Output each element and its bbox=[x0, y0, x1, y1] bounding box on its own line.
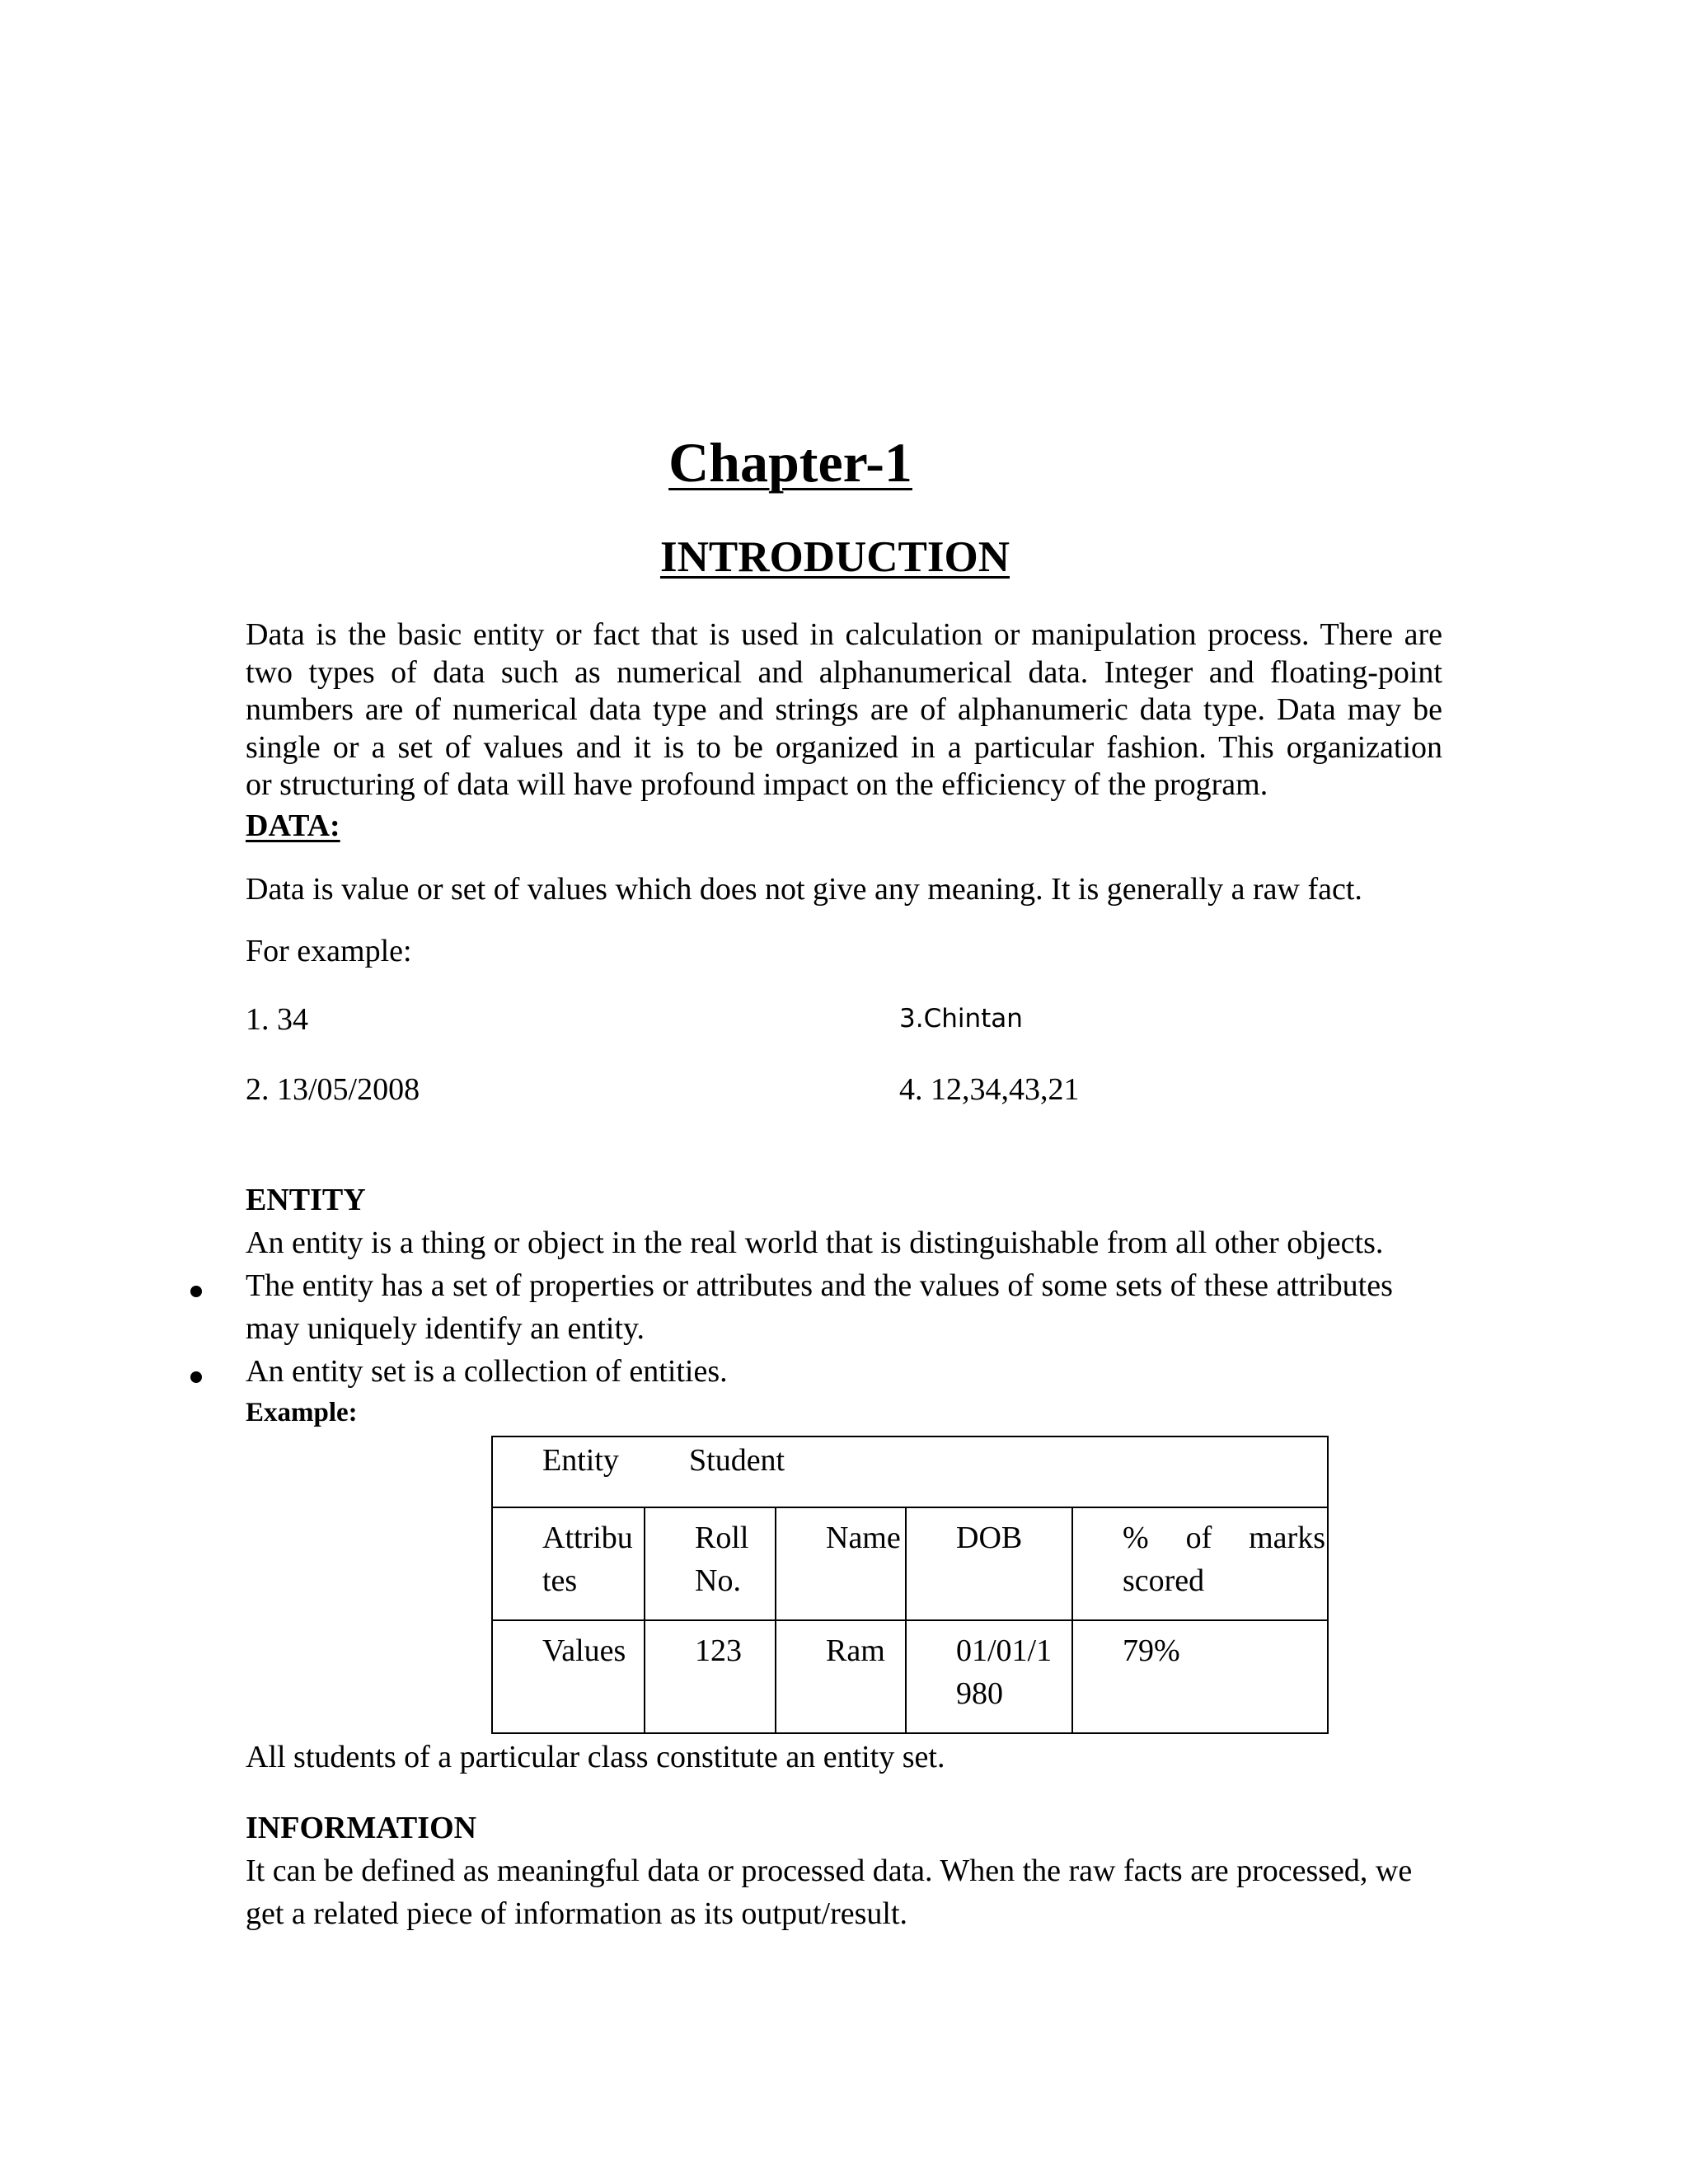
data-heading: DATA: bbox=[246, 808, 340, 843]
val-roll: 123 bbox=[695, 1633, 742, 1668]
table-cell bbox=[776, 1620, 906, 1733]
table-cell bbox=[1072, 1620, 1328, 1733]
for-example-label: For example: bbox=[246, 934, 412, 968]
entity-definition: An entity is a thing or object in the real world that is distinguishable from all other objects. bbox=[246, 1226, 1384, 1260]
attributes-label-line-1: Attribu bbox=[542, 1521, 633, 1555]
table-cell bbox=[492, 1507, 645, 1620]
attr-marks-line-1 bbox=[1123, 1516, 1325, 1559]
entity-value: Student bbox=[689, 1443, 785, 1478]
attr-name: Name bbox=[826, 1521, 901, 1555]
example-item-3: 3.Chintan bbox=[899, 1004, 1023, 1033]
information-line-2: get a related piece of information as its output/result. bbox=[246, 1896, 908, 1931]
intro-line: or structuring of data will have profound impact on the efficiency of the program. bbox=[246, 767, 1268, 802]
entity-set-note: All students of a particular class constitute an entity set. bbox=[246, 1740, 945, 1774]
information-line-1: It can be defined as meaningful data or processed data. When the raw facts are processed, we bbox=[246, 1854, 1413, 1888]
attributes-label-line-2: tes bbox=[542, 1563, 578, 1598]
example-item-2: 2. 13/05/2008 bbox=[246, 1072, 420, 1107]
attr-marks-word: % bbox=[1123, 1521, 1149, 1555]
attr-roll-line-2: No. bbox=[695, 1563, 741, 1598]
chapter-title: Chapter-1 bbox=[668, 431, 912, 494]
intro-line: single or a set of values and it is to be organized in a particular fashion. This organization bbox=[246, 729, 1442, 765]
example-item-1: 1. 34 bbox=[246, 1002, 308, 1037]
information-heading: INFORMATION bbox=[246, 1811, 477, 1845]
table-cell bbox=[492, 1620, 645, 1733]
data-definition: Data is value or set of values which does not give any meaning. It is generally a raw fact. bbox=[246, 872, 1362, 907]
table-row bbox=[492, 1620, 1328, 1733]
val-marks: 79% bbox=[1123, 1633, 1180, 1668]
section-title: INTRODUCTION bbox=[659, 533, 1010, 581]
example-item-4: 4. 12,34,43,21 bbox=[899, 1072, 1080, 1107]
table-cell bbox=[906, 1620, 1072, 1733]
table-cell bbox=[645, 1620, 776, 1733]
bullet-icon bbox=[190, 1371, 202, 1383]
example-label: Example: bbox=[246, 1398, 358, 1427]
val-name: Ram bbox=[826, 1633, 885, 1668]
attr-marks-line-2: scored bbox=[1123, 1563, 1205, 1598]
intro-paragraph bbox=[246, 616, 1442, 804]
attr-roll-line-1: Roll bbox=[695, 1521, 749, 1555]
entity-heading: ENTITY bbox=[246, 1183, 366, 1217]
values-label: Values bbox=[542, 1633, 626, 1668]
intro-line: Data is the basic entity or fact that is used in calculation or manipulation process. There are bbox=[246, 617, 1442, 652]
attr-marks-word: marks bbox=[1249, 1521, 1325, 1555]
entity-label: Entity bbox=[542, 1443, 619, 1478]
table-cell bbox=[645, 1507, 776, 1620]
attr-dob: DOB bbox=[956, 1521, 1023, 1555]
attr-marks-word: of bbox=[1185, 1521, 1212, 1555]
val-dob-line-2: 980 bbox=[956, 1676, 1003, 1711]
table-cell bbox=[1072, 1507, 1328, 1620]
bullet-icon bbox=[190, 1286, 202, 1297]
table-row bbox=[492, 1436, 1328, 1507]
table-row bbox=[492, 1507, 1328, 1620]
entity-table bbox=[491, 1436, 1329, 1734]
table-cell bbox=[906, 1507, 1072, 1620]
entity-bullet-1-line-1: The entity has a set of properties or attributes and the values of some sets of these attributes bbox=[246, 1268, 1393, 1303]
table-cell bbox=[776, 1507, 906, 1620]
intro-line: two types of data such as numerical and alphanumerical data. Integer and floating-point bbox=[246, 654, 1442, 690]
entity-bullet-1-line-2: may uniquely identify an entity. bbox=[246, 1311, 645, 1346]
table-cell bbox=[492, 1436, 1328, 1507]
val-dob-line-1: 01/01/1 bbox=[956, 1633, 1053, 1668]
intro-line: numbers are of numerical data type and strings are of alphanumeric data type. Data may be bbox=[246, 692, 1442, 727]
entity-bullet-2: An entity set is a collection of entities. bbox=[246, 1354, 728, 1389]
